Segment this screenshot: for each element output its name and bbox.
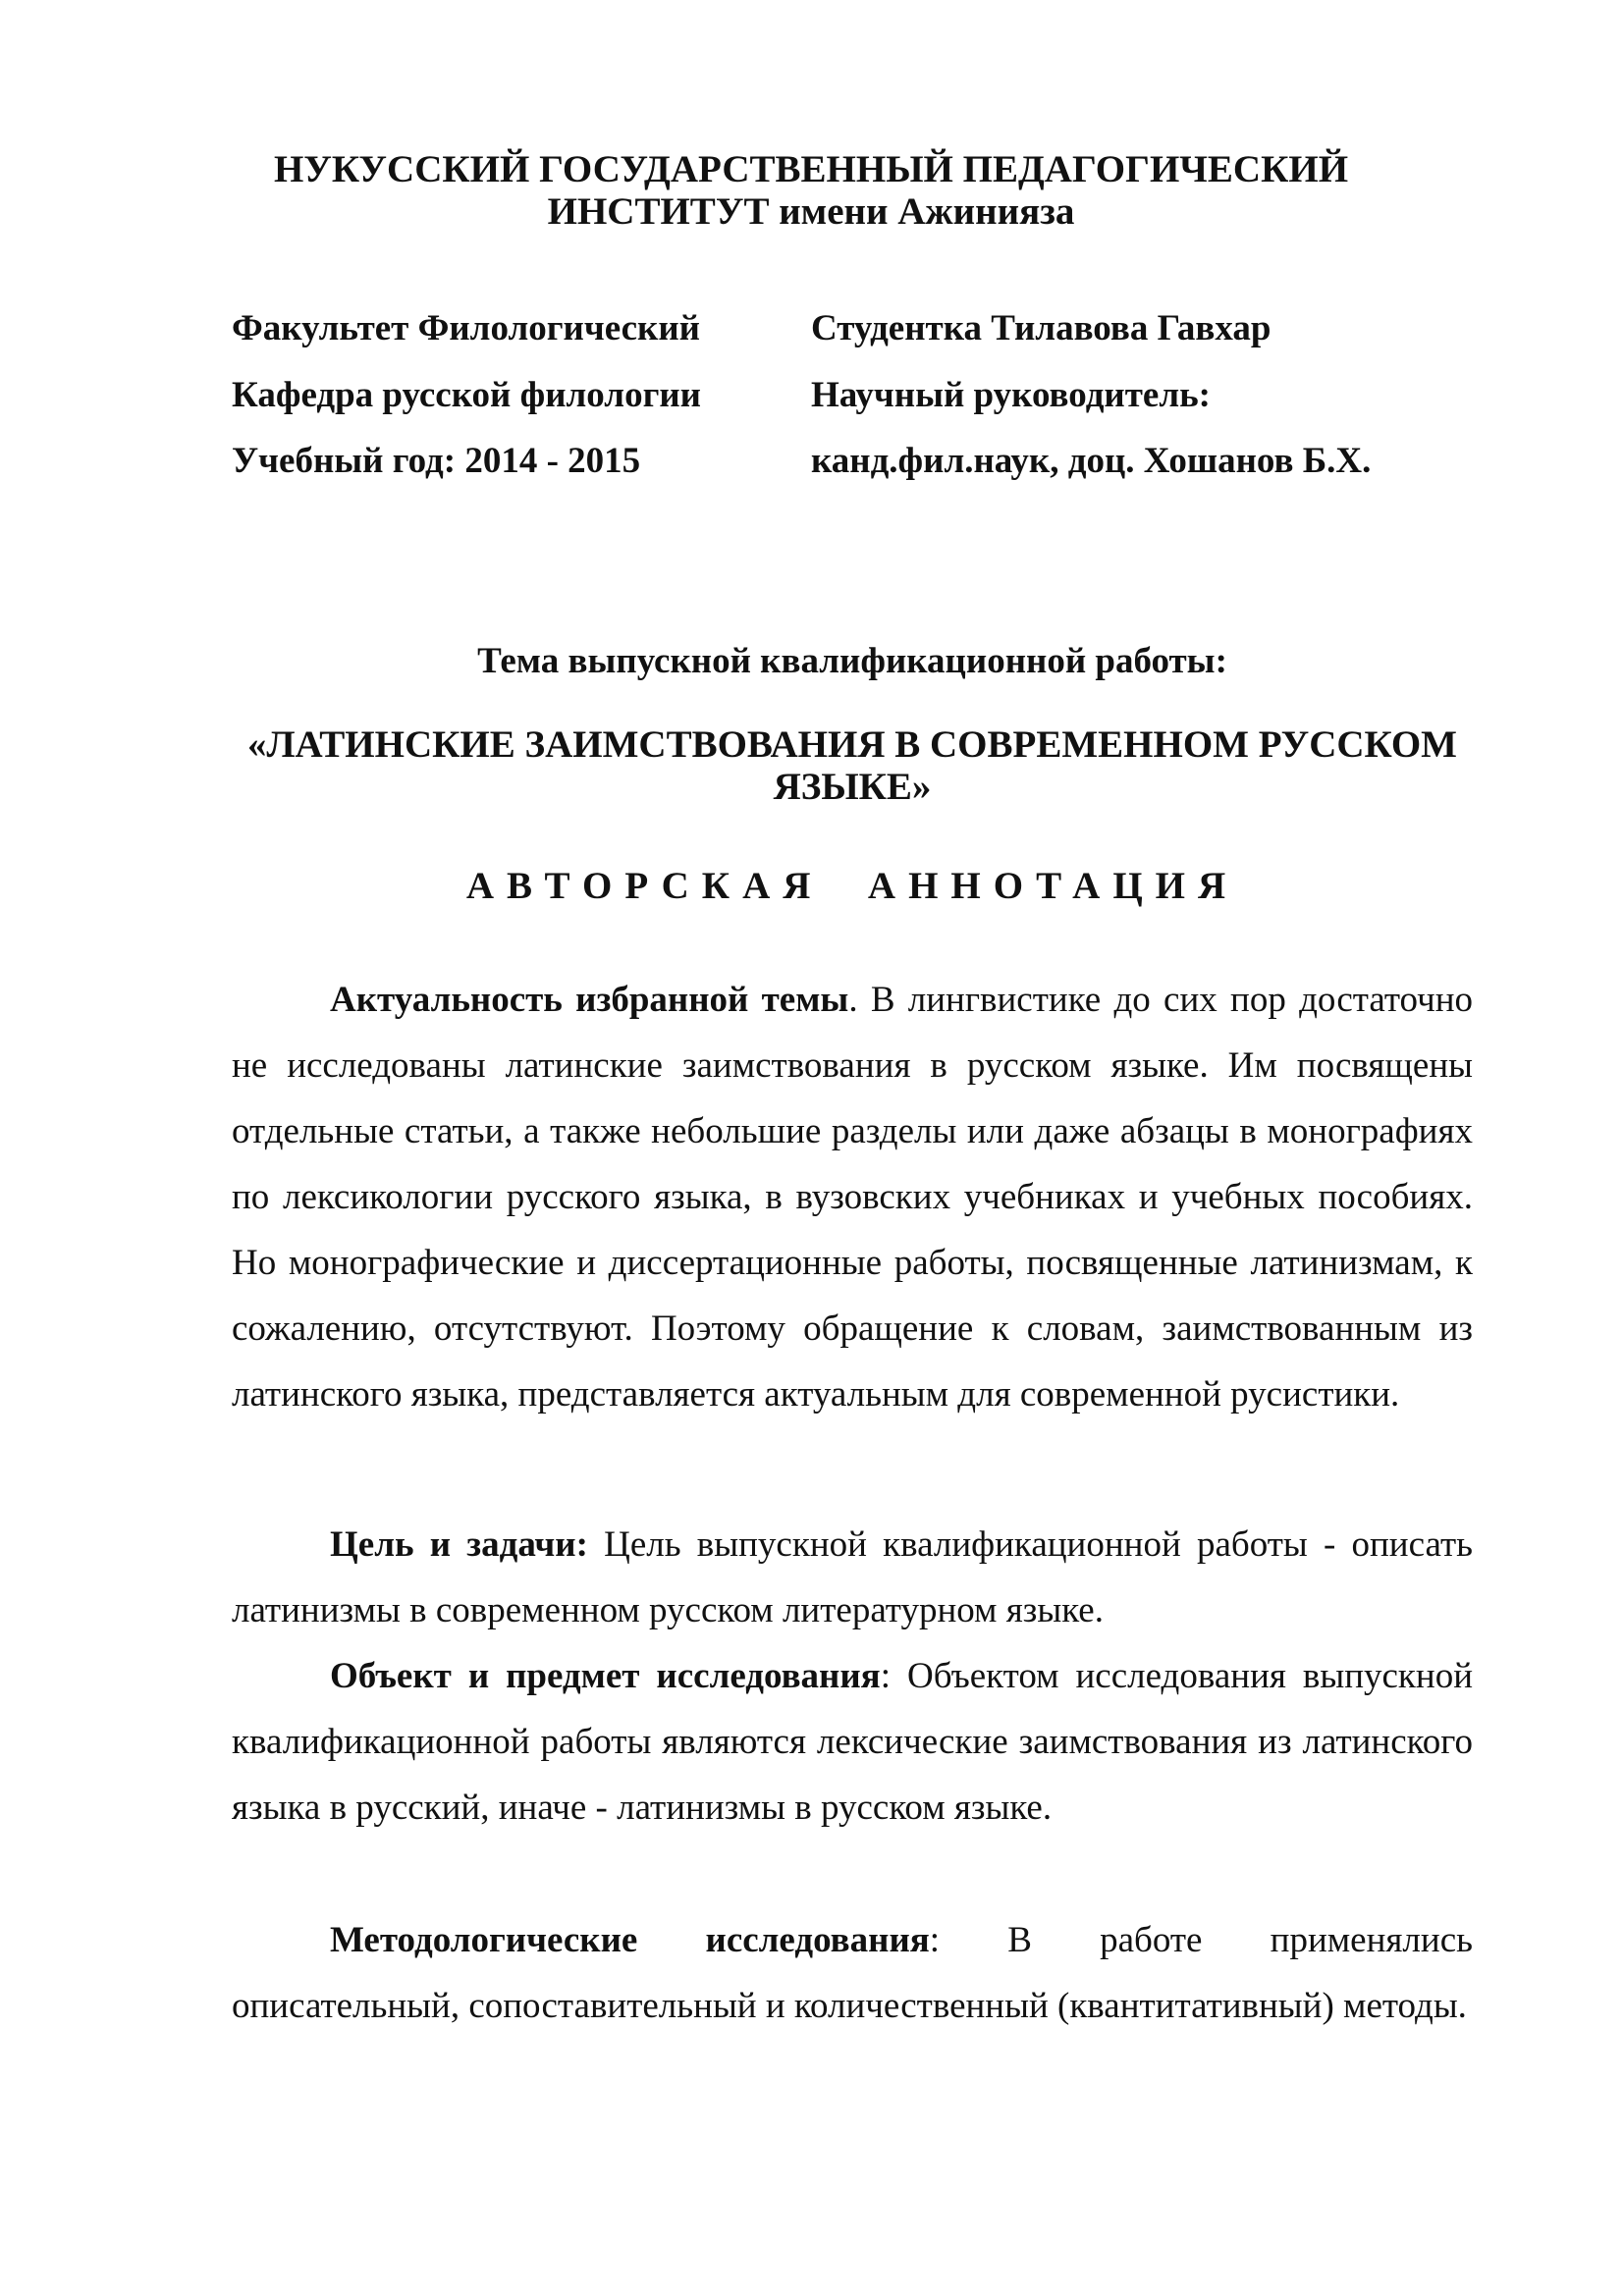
section-text: В лингвистике до сих пор достаточно не исследованы латинские заимствования в русском языке. Им посвящены отдельные статьи, а также небольшие разделы или даже абзацы в монографиях по лексикологии русского языка, в вузовских учебниках и учебных пособиях. Но монографические и диссертационные работы, посвященные латинизмам, к сожалению, отсутствуют. Поэтому обращение к словам, заимствованным из латинского языка, представляется актуальным для современной русистики. — [232, 980, 1473, 1415]
department-label: Кафедра русской филологии — [232, 375, 702, 415]
section-label: Объект и предмет исследования — [330, 1656, 881, 1696]
institute-title-line1: НУКУССКИЙ ГОСУДАРСТВЕННЫЙ ПЕДАГОГИЧЕСКИЙ — [273, 148, 1349, 190]
section-separator: . — [848, 980, 858, 1020]
section-object — [232, 1643, 1473, 1841]
academic-year: Учебный год: 2014 - 2015 — [232, 441, 641, 481]
supervisor-label: Научный руководитель: — [811, 375, 1211, 415]
work-title-line2: ЯЗЫКЕ» — [773, 765, 932, 808]
section-methods — [232, 1907, 1473, 2039]
section-text: Цель выпускной квалификационной работы - описать латинизмы в современном русском литературном языке. — [232, 1524, 1473, 1630]
section-paragraph — [232, 1643, 1473, 1841]
topic-heading: Тема выпускной квалификационной работы: — [477, 641, 1227, 681]
section-goals — [232, 1512, 1473, 1643]
work-title-line1: «ЛАТИНСКИЕ ЗАИМСТВОВАНИЯ В СОВРЕМЕННОМ РУССКОМ — [246, 723, 1457, 766]
section-text: В работе применялись описательный, сопоставительный и количественный (квантитативный) методы. — [232, 1920, 1473, 2026]
institute-title-line2: ИНСТИТУТ имени Ажинияза — [547, 189, 1075, 233]
section-text: Объектом исследования выпускной квалификационной работы являются лексические заимствования из латинского языка в русский, иначе - латинизмы в русском языке. — [232, 1656, 1473, 1828]
section-label: Методологические исследования — [330, 1920, 930, 1960]
institute-title — [232, 149, 1390, 234]
work-title — [232, 724, 1473, 809]
student-label: Студентка Тилавова Гавхар — [811, 308, 1271, 348]
section-separator: : — [929, 1920, 941, 1960]
section-paragraph — [232, 1907, 1473, 2039]
section-label: Цель и задачи: — [330, 1524, 588, 1565]
section-paragraph — [232, 1512, 1473, 1643]
section-paragraph — [232, 967, 1473, 1427]
section-separator: : — [880, 1656, 891, 1696]
section-label: Актуальность избранной темы — [330, 980, 849, 1020]
annotation-heading: АВТОРСКАЯ АННОТАЦИЯ — [465, 865, 1239, 907]
supervisor-name: канд.фил.наук, доц. Хошанов Б.Х. — [811, 441, 1372, 481]
section-relevance — [232, 967, 1473, 1427]
faculty-label: Факультет Филологический — [232, 308, 700, 348]
